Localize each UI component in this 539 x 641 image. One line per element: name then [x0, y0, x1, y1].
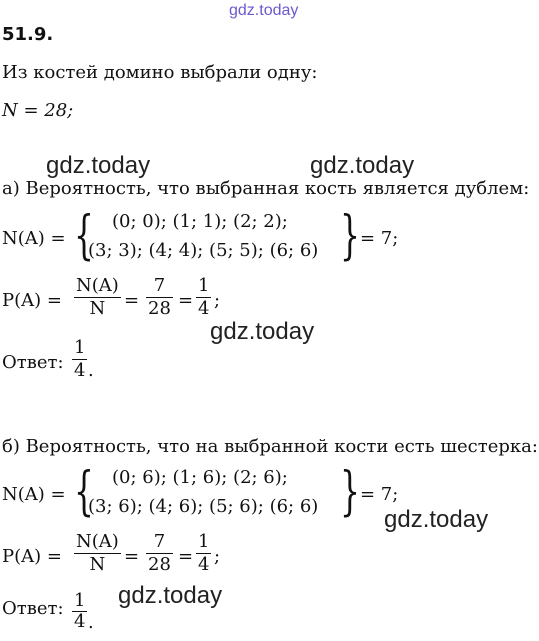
equals-sign: = [178, 290, 194, 311]
part-b-fraction-na-over-n [74, 532, 121, 575]
part-a-answer-fraction [72, 338, 87, 381]
fraction-denominator: 4 [198, 554, 210, 575]
watermark: gdz.today [210, 318, 315, 345]
part-b-answer-fraction [72, 592, 87, 631]
part-b-na-rhs: = 7; [360, 484, 399, 505]
problem-number: 51.9. [2, 24, 54, 45]
part-b-set-row2: (3; 6); (4; 6); (5; 6); (6; 6) [88, 496, 319, 517]
equals-sign: = [178, 546, 194, 567]
watermark: gdz.today [118, 582, 223, 609]
right-brace: } [340, 462, 360, 522]
right-brace: } [340, 206, 360, 266]
n-equation: N = 28; [2, 100, 74, 121]
semicolon: ; [214, 546, 221, 567]
part-a-answer-label: Ответ: [2, 352, 64, 373]
equals-sign: = [124, 546, 140, 567]
semicolon: ; [214, 290, 221, 311]
part-a-heading: а) Вероятность, что выбранная кость является дублем: [2, 178, 530, 199]
part-a-pa-lhs: P(A) = [2, 290, 62, 311]
fraction-denominator: 28 [148, 298, 171, 319]
fraction-numerator: 1 [74, 337, 86, 358]
fraction-numerator: 1 [198, 275, 210, 296]
part-a-fraction-na-over-n [74, 276, 121, 319]
part-b-fraction-1-over-4 [196, 532, 211, 575]
fraction-denominator: 4 [74, 360, 86, 381]
fraction-numerator: 7 [153, 275, 166, 296]
fraction-numerator: 1 [74, 590, 86, 611]
part-b-fraction-7-over-28 [146, 532, 173, 575]
part-b-set-row1: (0; 6); (1; 6); (2; 6); [112, 467, 288, 488]
fraction-denominator: 28 [148, 554, 171, 575]
fraction-denominator: 4 [198, 298, 210, 319]
part-a-na-lhs: N(A) = [2, 228, 66, 249]
watermark: gdz.today [384, 506, 489, 533]
watermark: gdz.today [46, 152, 151, 179]
left-brace: { [74, 206, 94, 266]
fraction-numerator: 1 [198, 531, 210, 552]
part-b-answer-label: Ответ: [2, 598, 64, 619]
part-a-fraction-7-over-28 [146, 276, 173, 319]
part-b-na-lhs: N(A) = [2, 484, 66, 505]
part-b-pa-lhs: P(A) = [2, 546, 62, 567]
part-a-fraction-1-over-4 [196, 276, 211, 319]
fraction-denominator: N [89, 298, 106, 319]
part-a-set-row1: (0; 0); (1; 1); (2; 2); [112, 211, 288, 232]
watermark-top: gdz.today [229, 2, 299, 19]
part-b-heading: б) Вероятность, что на выбранной кости есть шестерка: [2, 436, 538, 457]
fraction-denominator: N [89, 554, 106, 575]
fraction-numerator: 7 [153, 531, 166, 552]
left-brace: { [74, 462, 94, 522]
part-a-set-row2: (3; 3); (4; 4); (5; 5); (6; 6) [88, 240, 319, 261]
period: . [88, 360, 94, 381]
period: . [88, 612, 94, 633]
watermark: gdz.today [310, 152, 415, 179]
intro-text: Из костей домино выбрали одну: [2, 62, 318, 83]
part-a-na-rhs: = 7; [360, 228, 399, 249]
fraction-numerator: N(A) [76, 531, 119, 552]
fraction-numerator: N(A) [76, 275, 119, 296]
equals-sign: = [124, 290, 140, 311]
fraction-denominator: 4 [74, 611, 86, 632]
